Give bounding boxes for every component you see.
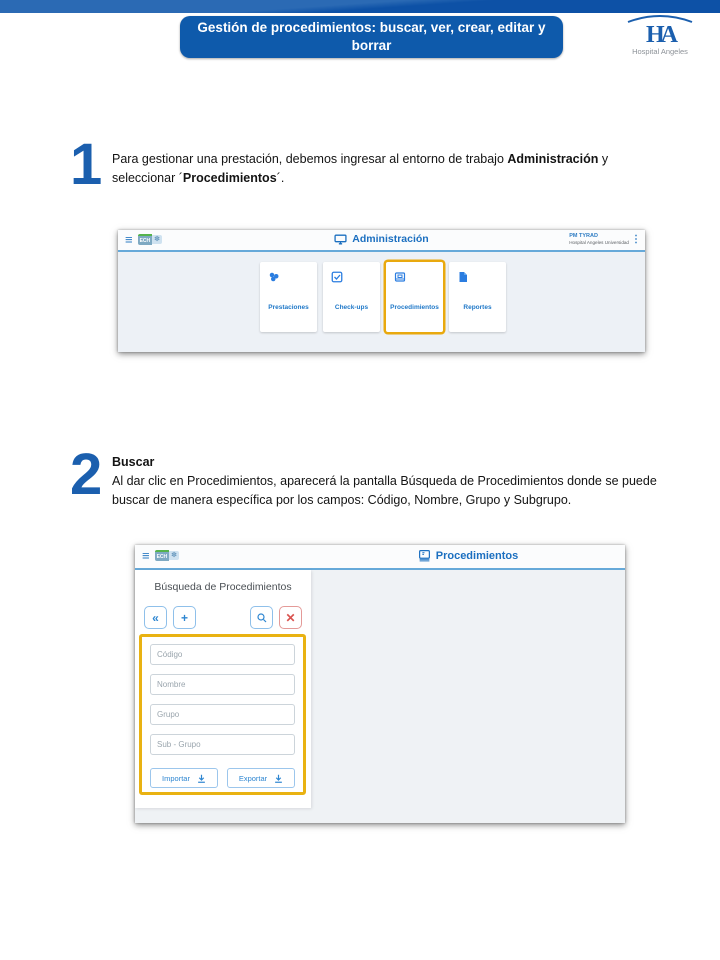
- ech-logo-text: ECH: [155, 550, 170, 561]
- step1-number: 1: [70, 132, 101, 197]
- ha-monogram-icon: [622, 12, 698, 46]
- download-icon: [274, 774, 283, 783]
- importar-label: Importar: [162, 773, 190, 783]
- hospital-name: Hospital Angeles: [632, 47, 688, 56]
- step2-number: 2: [70, 442, 101, 507]
- screenshot-procedimientos: [135, 545, 625, 823]
- menu-icon[interactable]: ≡: [125, 231, 133, 247]
- card-label: Check-ups: [334, 304, 369, 311]
- search-panel-buttons: [144, 606, 302, 629]
- ech-logo-flower-icon: ✽: [171, 552, 178, 559]
- search-panel-title: Búsqueda de Procedimientos: [154, 581, 292, 593]
- ech-app-logo: [155, 550, 179, 561]
- reportes-icon: [457, 271, 469, 283]
- user-info[interactable]: [569, 233, 629, 246]
- screenshot-administracion: [118, 230, 645, 352]
- shot2-content: [135, 570, 625, 823]
- shot2-title-area: [311, 545, 625, 566]
- exportar-button[interactable]: [227, 768, 295, 788]
- page-title-pill: [180, 16, 563, 58]
- top-banner-band: [0, 0, 720, 13]
- grupo-input[interactable]: [150, 704, 295, 725]
- user-organization: Hospital Angeles Universidad: [569, 239, 629, 245]
- card-reportes[interactable]: [449, 262, 506, 332]
- step2-heading: Buscar: [112, 455, 155, 469]
- svg-text:HA: HA: [646, 22, 674, 46]
- card-checkups[interactable]: [323, 262, 380, 332]
- add-button[interactable]: [173, 606, 196, 629]
- step1-text-part: ´.: [276, 170, 285, 185]
- step1-bold-administracion: Administración: [507, 152, 599, 166]
- checkups-icon: [331, 271, 343, 283]
- menu-icon[interactable]: ≡: [142, 548, 150, 563]
- step2-text-block: [112, 453, 664, 509]
- card-prestaciones[interactable]: [260, 262, 317, 332]
- importar-button[interactable]: [150, 768, 218, 788]
- collapse-panel-button[interactable]: [144, 606, 167, 629]
- shot1-content: [118, 252, 645, 352]
- card-label: Reportes: [463, 304, 492, 311]
- plus-icon: +: [180, 610, 188, 625]
- rewind-icon: «: [152, 610, 159, 625]
- module-cards: [260, 262, 506, 332]
- step1-text-part: y seleccionar ´: [112, 152, 609, 185]
- step1-bold-procedimientos: Procedimientos: [182, 170, 277, 185]
- ech-logo-flower-icon: ✽: [154, 235, 161, 243]
- exportar-label: Exportar: [238, 773, 268, 783]
- page-title: Gestión de procedimientos: buscar, ver, crear, editar y borrar: [197, 19, 546, 53]
- shot1-toolbar: [118, 230, 645, 252]
- prestaciones-icon: [268, 271, 280, 283]
- monitor-icon: [334, 234, 347, 245]
- card-label: Prestaciones: [268, 304, 309, 311]
- procedimientos-icon: [394, 271, 406, 283]
- search-panel: [135, 570, 311, 808]
- shot2-toolbar-left: [142, 545, 179, 566]
- step1-text: [112, 150, 664, 188]
- shot2-toolbar: [135, 545, 625, 570]
- nombre-input[interactable]: [150, 674, 295, 695]
- subgrupo-input[interactable]: [150, 734, 295, 755]
- kebab-menu-icon[interactable]: ⋮: [631, 234, 641, 245]
- step2-body: Al dar clic en Procedimientos, aparecerá la pantalla Búsqueda de Procedimientos donde se puede buscar de manera específica por los campos: Código, Nombre, Grupo y Subgrupo.: [112, 473, 657, 507]
- card-label: Procedimientos: [390, 304, 439, 311]
- download-icon: [197, 774, 206, 783]
- step1-text-part: Para gestionar una prestación, debemos ingresar al entorno de trabajo: [112, 152, 508, 166]
- card-procedimientos-highlighted[interactable]: [386, 262, 443, 332]
- shot2-title: Procedimientos: [435, 549, 519, 562]
- highlighted-search-fields: [139, 634, 306, 795]
- ech-logo-text: ECH: [138, 234, 153, 245]
- codigo-input[interactable]: [150, 644, 295, 665]
- shot1-title-area: [118, 230, 645, 248]
- clear-button[interactable]: [279, 606, 302, 629]
- import-export-row: [150, 768, 295, 788]
- procedures-book-icon: [418, 549, 431, 562]
- hospital-angeles-logo: [614, 12, 706, 56]
- search-icon: [256, 612, 268, 624]
- search-button[interactable]: [250, 606, 273, 629]
- shot1-title: Administración: [352, 233, 429, 245]
- user-name: PM TYRAD: [569, 233, 598, 239]
- close-icon: ✕: [285, 610, 296, 625]
